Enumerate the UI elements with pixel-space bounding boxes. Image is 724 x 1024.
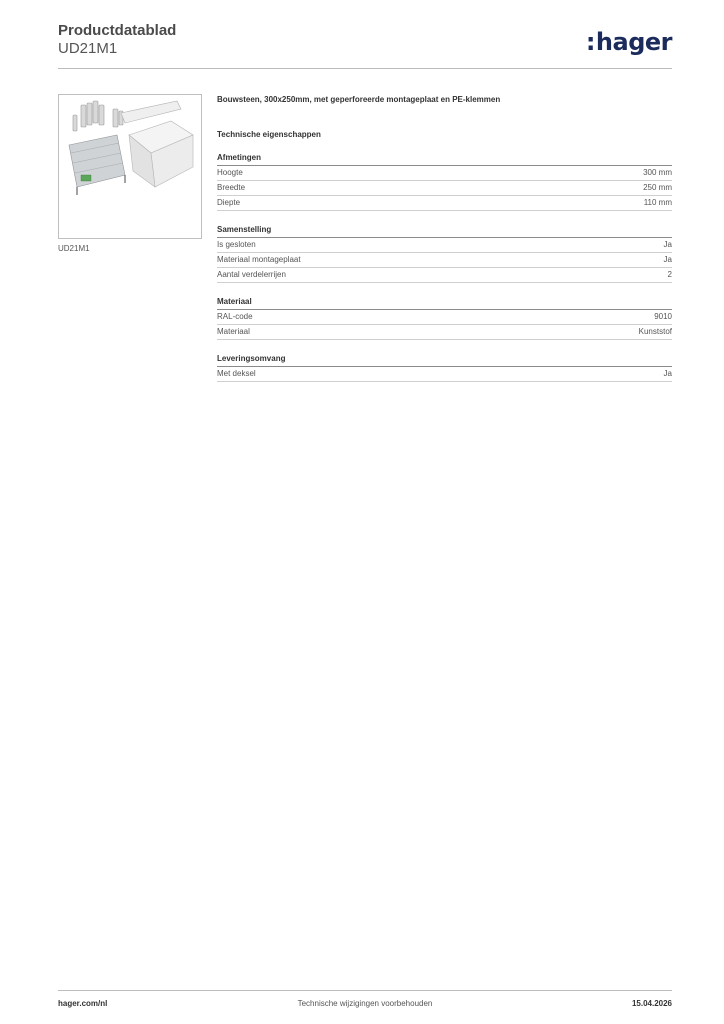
hager-logo: :hager	[585, 28, 672, 56]
document-date: 15.04.2026	[631, 999, 672, 1008]
spec-row	[217, 181, 672, 196]
spec-row	[217, 325, 672, 340]
spec-value: 2	[667, 270, 672, 279]
spec-value: Ja	[663, 369, 672, 378]
spec-group-samenstelling	[217, 225, 672, 283]
spec-group-materiaal	[217, 297, 672, 340]
spec-value: 110 mm	[643, 198, 672, 207]
group-title: Afmetingen	[217, 153, 672, 166]
section-title: Technische eigenschappen	[217, 130, 321, 139]
spec-row	[217, 367, 672, 382]
spec-value: 250 mm	[643, 183, 672, 192]
product-illustration	[59, 95, 201, 238]
image-caption: UD21M1	[58, 244, 90, 253]
product-image	[58, 94, 202, 239]
spec-row	[217, 310, 672, 325]
group-title: Leveringsomvang	[217, 354, 672, 367]
product-description: Bouwsteen, 300x250mm, met geperforeerde montageplaat en PE-klemmen	[217, 95, 501, 104]
spec-label: Met deksel	[217, 369, 256, 378]
page-title: Productdatablad	[58, 22, 177, 39]
footer-divider	[58, 990, 672, 991]
spec-row	[217, 196, 672, 211]
header-divider	[58, 68, 672, 69]
group-title: Materiaal	[217, 297, 672, 310]
spec-value: Ja	[663, 240, 672, 249]
spec-label: Is gesloten	[217, 240, 256, 249]
spec-group-leveringsomvang	[217, 354, 672, 382]
spec-label: Materiaal	[217, 327, 250, 336]
page-header	[58, 22, 672, 58]
spec-label: Breedte	[217, 183, 246, 192]
spec-value: Ja	[663, 255, 672, 264]
spec-label: Materiaal montageplaat	[217, 255, 301, 264]
spec-row	[217, 253, 672, 268]
group-title: Samenstelling	[217, 225, 672, 238]
spec-label: RAL-code	[217, 312, 253, 321]
website-link[interactable]: hager.com/nl	[58, 999, 108, 1008]
spec-row	[217, 238, 672, 253]
product-code: UD21M1	[58, 40, 118, 57]
disclaimer: Technische wijzigingen voorbehouden	[297, 999, 433, 1008]
spec-label: Diepte	[217, 198, 241, 207]
spec-value: 9010	[654, 312, 672, 321]
spec-value: Kunststof	[638, 327, 672, 336]
spec-content	[217, 95, 672, 396]
spec-label: Aantal verdelerrijen	[217, 270, 286, 279]
spec-row	[217, 166, 672, 181]
spec-value: 300 mm	[643, 168, 672, 177]
spec-group-afmetingen	[217, 153, 672, 211]
spec-label: Hoogte	[217, 168, 243, 177]
spec-row	[217, 268, 672, 283]
